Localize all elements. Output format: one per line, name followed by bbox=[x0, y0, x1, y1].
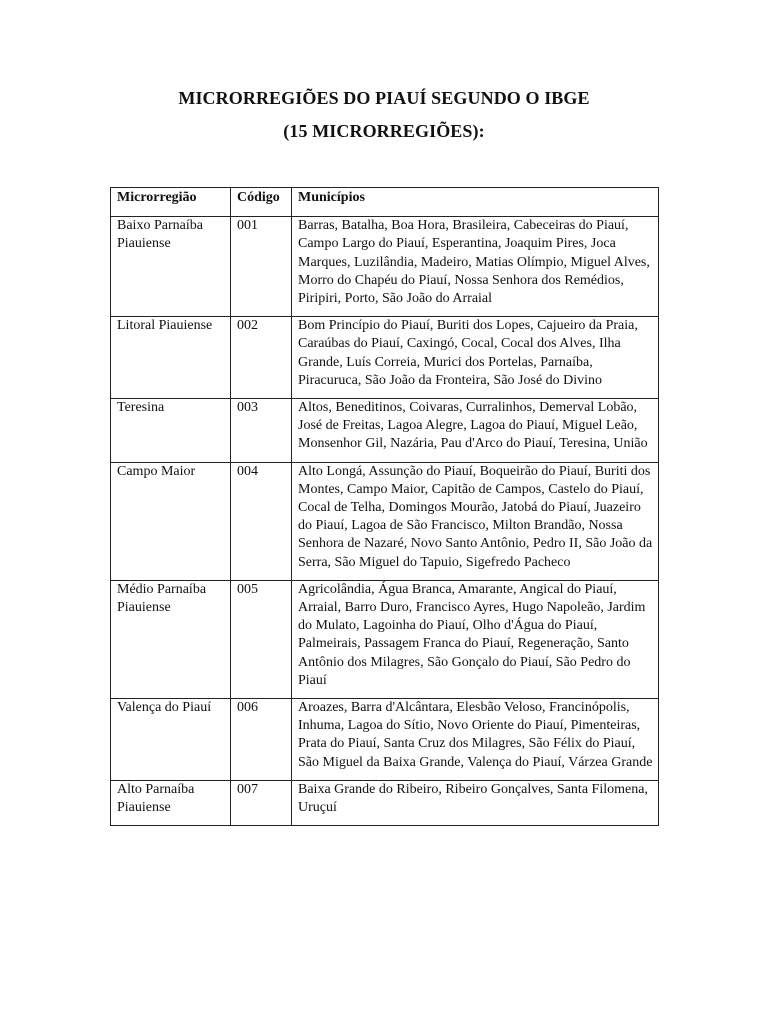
cell-municipios: Altos, Beneditinos, Coivaras, Curralinhos, Demerval Lobão, José de Freitas, Lagoa Alegre, Lagoa do Piauí, Miguel Leão, Monsenhor Gil, Nazária, Pau d'Arco do Piauí, Teresina, União bbox=[292, 399, 659, 463]
cell-municipios: Alto Longá, Assunção do Piauí, Boqueirão do Piauí, Buriti dos Montes, Campo Maior, Capitão de Campos, Castelo do Piauí, Cocal de Telha, Domingos Mourão, Jatobá do Piauí, Juazeiro do Piauí, Lagoa de São Francisco, Milton Brandão, Nossa Senhora de Nazaré, Novo Santo Antônio, Pedro II, São João da Serra, São Miguel do Tapuio, Sigefredo Pacheco bbox=[292, 462, 659, 580]
table-row bbox=[111, 780, 659, 825]
cell-codigo: 006 bbox=[231, 699, 292, 781]
cell-municipios: Aroazes, Barra d'Alcântara, Elesbão Veloso, Francinópolis, Inhuma, Lagoa do Sítio, Novo Oriente do Piauí, Pimenteiras, Prata do Piauí, Santa Cruz dos Milagres, São Félix do Piauí, São Miguel da Baixa Grande, Valença do Piauí, Várzea Grande bbox=[292, 699, 659, 781]
cell-codigo: 005 bbox=[231, 580, 292, 698]
cell-microrregiao: Campo Maior bbox=[111, 462, 231, 580]
header-microrregiao: Microrregião bbox=[111, 188, 231, 217]
cell-municipios: Barras, Batalha, Boa Hora, Brasileira, Cabeceiras do Piauí, Campo Largo do Piauí, Esperantina, Joaquim Pires, Joca Marques, Luzilândia, Madeiro, Matias Olímpio, Miguel Alves, Morro do Chapéu do Piauí, Nossa Senhora dos Remédios, Piripiri, Porto, São João do Arraial bbox=[292, 217, 659, 317]
cell-codigo: 004 bbox=[231, 462, 292, 580]
cell-municipios: Baixa Grande do Ribeiro, Ribeiro Gonçalves, Santa Filomena, Uruçuí bbox=[292, 780, 659, 825]
cell-microrregiao: Médio Parnaíba Piauiense bbox=[111, 580, 231, 698]
microregions-table bbox=[110, 187, 659, 826]
cell-microrregiao: Teresina bbox=[111, 399, 231, 463]
table-row bbox=[111, 317, 659, 399]
cell-codigo: 007 bbox=[231, 780, 292, 825]
table-row bbox=[111, 580, 659, 698]
table-row bbox=[111, 699, 659, 781]
header-codigo: Código bbox=[231, 188, 292, 217]
table-row bbox=[111, 462, 659, 580]
table-row bbox=[111, 217, 659, 317]
table-row bbox=[111, 399, 659, 463]
header-municipios: Municípios bbox=[292, 188, 659, 217]
cell-codigo: 003 bbox=[231, 399, 292, 463]
cell-microrregiao: Alto Parnaíba Piauiense bbox=[111, 780, 231, 825]
cell-microrregiao: Valença do Piauí bbox=[111, 699, 231, 781]
page-title: MICRORREGIÕES DO PIAUÍ SEGUNDO O IBGE bbox=[178, 88, 590, 108]
cell-municipios: Agricolândia, Água Branca, Amarante, Angical do Piauí, Arraial, Barro Duro, Francisco Ayres, Hugo Napoleão, Jardim do Mulato, Lagoinha do Piauí, Olho d'Água do Piauí, Palmeirais, Passagem Franca do Piauí, Regeneração, Santo Antônio dos Milagres, São Gonçalo do Piauí, São Pedro do Piauí bbox=[292, 580, 659, 698]
table-header-row bbox=[111, 188, 659, 217]
cell-microrregiao: Litoral Piauiense bbox=[111, 317, 231, 399]
page-subtitle: (15 MICRORREGIÕES): bbox=[283, 121, 485, 141]
cell-codigo: 002 bbox=[231, 317, 292, 399]
cell-municipios: Bom Princípio do Piauí, Buriti dos Lopes, Cajueiro da Praia, Caraúbas do Piauí, Caxingó, Cocal, Cocal dos Alves, Ilha Grande, Luís Correia, Murici dos Portelas, Parnaíba, Piracuruca, São João da Fronteira, São José do Divino bbox=[292, 317, 659, 399]
cell-codigo: 001 bbox=[231, 217, 292, 317]
cell-microrregiao: Baixo Parnaíba Piauiense bbox=[111, 217, 231, 317]
